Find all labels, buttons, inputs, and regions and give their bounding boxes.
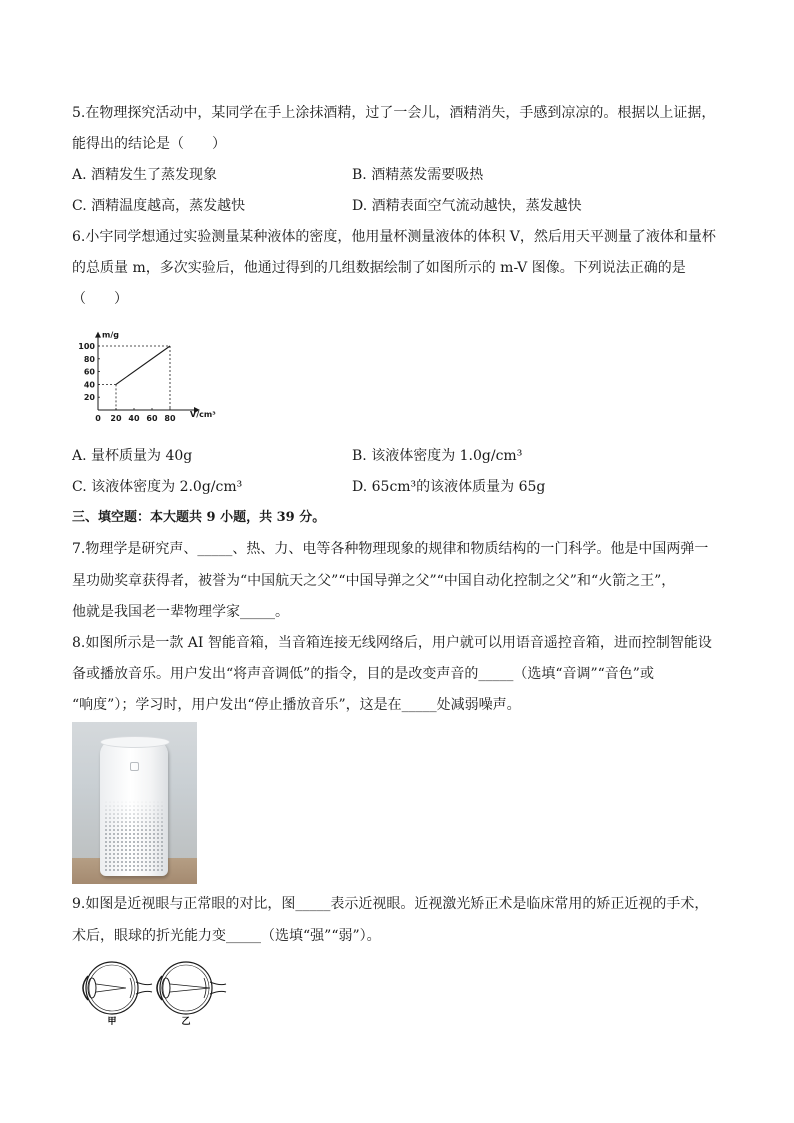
q9-stem-line2: 术后，眼球的折光能力变_____（选填“强”“弱”）。	[72, 928, 381, 944]
eye-diagram	[74, 960, 234, 1030]
q6-stem-line2: 的总质量 m，多次实验后，他通过得到的几组数据绘制了如图所示的 m-V 图像。下列说法正确的是	[72, 260, 686, 276]
data-line	[116, 346, 170, 384]
q5-option-c: C. 酒精温度越高，蒸发越快	[72, 198, 246, 214]
y-tick-label: 20	[83, 393, 95, 403]
q5-stem-line2: 能得出的结论是（ ）	[72, 136, 226, 152]
speaker-top	[100, 736, 170, 748]
q6-option-a: A. 量杯质量为 40g	[72, 448, 193, 464]
q7-stem-line2: 星功勋奖章获得者，被誉为“中国航天之父”“中国导弹之父”“中国自动化控制之父”和“火箭之王”，	[72, 573, 676, 589]
q6-option-d: D. 65cm³的该液体质量为 65g	[352, 479, 546, 495]
y-tick-label: 100	[78, 342, 95, 351]
speaker-grille	[104, 800, 164, 872]
speaker-logo	[130, 762, 139, 771]
x-tick-label: 0	[95, 414, 101, 423]
section-title: 三、填空题：本大题共 9 小题，共 39 分。	[72, 510, 326, 525]
y-tick-label: 80	[83, 354, 95, 364]
q6-option-c: C. 该液体密度为 2.0g/cm³	[72, 479, 243, 495]
y-axis-arrow	[95, 332, 101, 338]
q8-stem-line2: 备或播放音乐。用户发出“将声音调低”的指令，目的是改变声音的_____（选填“音调”“音色”或	[72, 666, 654, 682]
q8-stem-line3: “响度”）；学习时，用户发出“停止播放音乐”，这是在_____处减弱噪声。	[72, 697, 521, 713]
eye-jia	[83, 962, 152, 1014]
m-v-graph	[72, 322, 272, 432]
x-axis-label: V/cm³	[190, 410, 216, 419]
x-tick-label: 60	[146, 414, 158, 423]
q8-stem-line1: 8.如图所示是一款 AI 智能音箱，当音箱连接无线网络后，用户就可以用语音遥控音箱，进而控制智能设	[72, 635, 712, 651]
q5-option-d: D. 酒精表面空气流动越快，蒸发越快	[352, 198, 582, 214]
y-tick-label: 60	[83, 367, 95, 377]
q5-stem-line1: 5.在物理探究活动中，某同学在手上涂抹酒精，过了一会儿，酒精消失，手感到凉凉的。根据以上证据，	[72, 105, 716, 121]
q9-stem-line1: 9.如图是近视眼与正常眼的对比，图_____表示近视眼。近视激光矫正术是临床常用的矫正近视的手术，	[72, 896, 709, 912]
q7-stem-line1: 7.物理学是研究声、_____、热、力、电等各种物理现象的规律和物质结构的一门科学。他是中国两弹一	[72, 541, 709, 557]
q6-stem-line3: （ ）	[72, 291, 128, 307]
smart-speaker-photo	[72, 722, 197, 884]
q6-stem-line1: 6.小宇同学想通过实验测量某种液体的密度，他用量杯测量液体的体积 V，然后用天平测量了液体和量杯	[72, 229, 716, 245]
x-tick-label: 40	[128, 414, 140, 423]
q5-option-a: A. 酒精发生了蒸发现象	[72, 167, 218, 183]
q5-option-b: B. 酒精蒸发需要吸热	[352, 167, 484, 183]
label-jia: 甲	[107, 1017, 117, 1027]
q7-stem-line3: 他就是我国老一辈物理学家_____。	[72, 604, 289, 620]
label-yi: 乙	[181, 1017, 191, 1027]
y-tick-label: 40	[83, 380, 95, 390]
eye-yi	[157, 962, 226, 1014]
y-axis-label: m/g	[102, 330, 119, 340]
x-tick-label: 80	[164, 414, 176, 423]
x-tick-label: 20	[110, 414, 122, 423]
q6-option-b: B. 该液体密度为 1.0g/cm³	[352, 448, 523, 464]
